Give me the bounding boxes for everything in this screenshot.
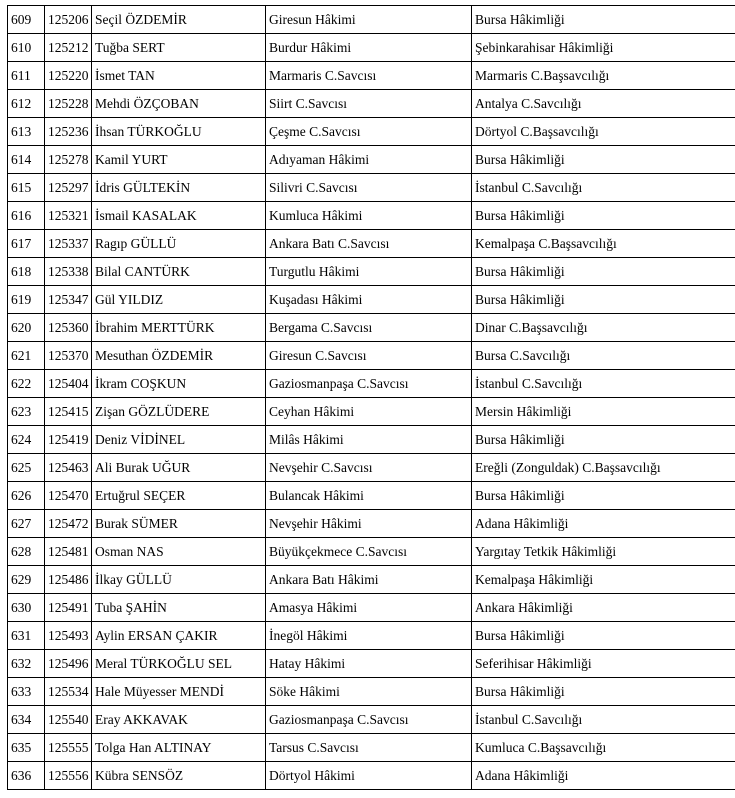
current-post-cell: Siirt C.Savcısı xyxy=(266,90,472,118)
new-post-cell: İstanbul C.Savcılığı xyxy=(472,174,735,202)
new-post-cell: Ereğli (Zonguldak) C.Başsavcılığı xyxy=(472,454,735,482)
person-name-cell: Mehdi ÖZÇOBAN xyxy=(92,90,266,118)
table-row xyxy=(8,62,735,90)
current-post-cell: Ceyhan Hâkimi xyxy=(266,398,472,426)
person-name-cell: Ali Burak UĞUR xyxy=(92,454,266,482)
registry-number-cell: 125360 xyxy=(45,314,92,342)
table-row xyxy=(8,566,735,594)
new-post-cell: Marmaris C.Başsavcılığı xyxy=(472,62,735,90)
new-post-cell: Bursa Hâkimliği xyxy=(472,146,735,174)
person-name-cell: Burak SÜMER xyxy=(92,510,266,538)
registry-number-cell: 125534 xyxy=(45,678,92,706)
person-name-cell: Eray AKKAVAK xyxy=(92,706,266,734)
row-number-cell: 633 xyxy=(8,678,45,706)
person-name-cell: Kübra SENSÖZ xyxy=(92,762,266,790)
row-number-cell: 626 xyxy=(8,482,45,510)
table-row xyxy=(8,370,735,398)
person-name-cell: İdris GÜLTEKİN xyxy=(92,174,266,202)
new-post-cell: Bursa Hâkimliği xyxy=(472,426,735,454)
row-number-cell: 611 xyxy=(8,62,45,90)
appointments-table xyxy=(7,5,735,790)
new-post-cell: Seferihisar Hâkimliği xyxy=(472,650,735,678)
table-row xyxy=(8,622,735,650)
new-post-cell: Adana Hâkimliği xyxy=(472,510,735,538)
registry-number-cell: 125370 xyxy=(45,342,92,370)
current-post-cell: Nevşehir C.Savcısı xyxy=(266,454,472,482)
row-number-cell: 632 xyxy=(8,650,45,678)
row-number-cell: 627 xyxy=(8,510,45,538)
table-row xyxy=(8,594,735,622)
current-post-cell: Giresun C.Savcısı xyxy=(266,342,472,370)
person-name-cell: Deniz VİDİNEL xyxy=(92,426,266,454)
current-post-cell: Gaziosmanpaşa C.Savcısı xyxy=(266,706,472,734)
person-name-cell: Hale Müyesser MENDİ xyxy=(92,678,266,706)
current-post-cell: Silivri C.Savcısı xyxy=(266,174,472,202)
new-post-cell: Bursa C.Savcılığı xyxy=(472,342,735,370)
registry-number-cell: 125491 xyxy=(45,594,92,622)
registry-number-cell: 125278 xyxy=(45,146,92,174)
registry-number-cell: 125337 xyxy=(45,230,92,258)
new-post-cell: Kumluca C.Başsavcılığı xyxy=(472,734,735,762)
table-row xyxy=(8,342,735,370)
row-number-cell: 634 xyxy=(8,706,45,734)
table-row xyxy=(8,258,735,286)
current-post-cell: Milâs Hâkimi xyxy=(266,426,472,454)
table-row xyxy=(8,538,735,566)
table-row xyxy=(8,678,735,706)
registry-number-cell: 125496 xyxy=(45,650,92,678)
new-post-cell: İstanbul C.Savcılığı xyxy=(472,706,735,734)
new-post-cell: Şebinkarahisar Hâkimliği xyxy=(472,34,735,62)
new-post-cell: Dinar C.Başsavcılığı xyxy=(472,314,735,342)
registry-number-cell: 125347 xyxy=(45,286,92,314)
row-number-cell: 624 xyxy=(8,426,45,454)
registry-number-cell: 125540 xyxy=(45,706,92,734)
current-post-cell: Bergama C.Savcısı xyxy=(266,314,472,342)
row-number-cell: 622 xyxy=(8,370,45,398)
registry-number-cell: 125493 xyxy=(45,622,92,650)
current-post-cell: Söke Hâkimi xyxy=(266,678,472,706)
current-post-cell: Hatay Hâkimi xyxy=(266,650,472,678)
registry-number-cell: 125297 xyxy=(45,174,92,202)
registry-number-cell: 125404 xyxy=(45,370,92,398)
current-post-cell: Kuşadası Hâkimi xyxy=(266,286,472,314)
appointments-table-body xyxy=(8,6,735,790)
registry-number-cell: 125338 xyxy=(45,258,92,286)
current-post-cell: Dörtyol Hâkimi xyxy=(266,762,472,790)
new-post-cell: Antalya C.Savcılığı xyxy=(472,90,735,118)
table-row xyxy=(8,734,735,762)
table-row xyxy=(8,174,735,202)
current-post-cell: Amasya Hâkimi xyxy=(266,594,472,622)
row-number-cell: 617 xyxy=(8,230,45,258)
new-post-cell: Ankara Hâkimliği xyxy=(472,594,735,622)
table-row xyxy=(8,202,735,230)
person-name-cell: İkram COŞKUN xyxy=(92,370,266,398)
current-post-cell: Ankara Batı C.Savcısı xyxy=(266,230,472,258)
table-row xyxy=(8,230,735,258)
row-number-cell: 618 xyxy=(8,258,45,286)
new-post-cell: Yargıtay Tetkik Hâkimliği xyxy=(472,538,735,566)
person-name-cell: Kamil YURT xyxy=(92,146,266,174)
registry-number-cell: 125556 xyxy=(45,762,92,790)
current-post-cell: Ankara Batı Hâkimi xyxy=(266,566,472,594)
current-post-cell: Nevşehir Hâkimi xyxy=(266,510,472,538)
person-name-cell: Ragıp GÜLLÜ xyxy=(92,230,266,258)
person-name-cell: Tolga Han ALTINAY xyxy=(92,734,266,762)
current-post-cell: Giresun Hâkimi xyxy=(266,6,472,34)
new-post-cell: Bursa Hâkimliği xyxy=(472,202,735,230)
row-number-cell: 636 xyxy=(8,762,45,790)
new-post-cell: Bursa Hâkimliği xyxy=(472,622,735,650)
person-name-cell: İlkay GÜLLÜ xyxy=(92,566,266,594)
row-number-cell: 628 xyxy=(8,538,45,566)
person-name-cell: Mesuthan ÖZDEMİR xyxy=(92,342,266,370)
person-name-cell: Zişan GÖZLÜDERE xyxy=(92,398,266,426)
row-number-cell: 631 xyxy=(8,622,45,650)
current-post-cell: Tarsus C.Savcısı xyxy=(266,734,472,762)
new-post-cell: Bursa Hâkimliği xyxy=(472,286,735,314)
registry-number-cell: 125212 xyxy=(45,34,92,62)
person-name-cell: Tuba ŞAHİN xyxy=(92,594,266,622)
row-number-cell: 621 xyxy=(8,342,45,370)
new-post-cell: Kemalpaşa C.Başsavcılığı xyxy=(472,230,735,258)
table-row xyxy=(8,146,735,174)
row-number-cell: 625 xyxy=(8,454,45,482)
table-row xyxy=(8,762,735,790)
person-name-cell: İsmail KASALAK xyxy=(92,202,266,230)
table-row xyxy=(8,454,735,482)
table-row xyxy=(8,706,735,734)
person-name-cell: Tuğba SERT xyxy=(92,34,266,62)
row-number-cell: 629 xyxy=(8,566,45,594)
row-number-cell: 620 xyxy=(8,314,45,342)
current-post-cell: Turgutlu Hâkimi xyxy=(266,258,472,286)
registry-number-cell: 125228 xyxy=(45,90,92,118)
person-name-cell: Ertuğrul SEÇER xyxy=(92,482,266,510)
person-name-cell: Bilal CANTÜRK xyxy=(92,258,266,286)
registry-number-cell: 125481 xyxy=(45,538,92,566)
current-post-cell: Büyükçekmece C.Savcısı xyxy=(266,538,472,566)
table-row xyxy=(8,482,735,510)
person-name-cell: Gül YILDIZ xyxy=(92,286,266,314)
table-row xyxy=(8,314,735,342)
registry-number-cell: 125419 xyxy=(45,426,92,454)
table-row xyxy=(8,118,735,146)
row-number-cell: 610 xyxy=(8,34,45,62)
person-name-cell: Seçil ÖZDEMİR xyxy=(92,6,266,34)
row-number-cell: 615 xyxy=(8,174,45,202)
new-post-cell: Kemalpaşa Hâkimliği xyxy=(472,566,735,594)
current-post-cell: Adıyaman Hâkimi xyxy=(266,146,472,174)
row-number-cell: 614 xyxy=(8,146,45,174)
table-row xyxy=(8,510,735,538)
current-post-cell: Kumluca Hâkimi xyxy=(266,202,472,230)
row-number-cell: 616 xyxy=(8,202,45,230)
table-row xyxy=(8,90,735,118)
row-number-cell: 630 xyxy=(8,594,45,622)
current-post-cell: İnegöl Hâkimi xyxy=(266,622,472,650)
current-post-cell: Marmaris C.Savcısı xyxy=(266,62,472,90)
new-post-cell: Bursa Hâkimliği xyxy=(472,482,735,510)
new-post-cell: Dörtyol C.Başsavcılığı xyxy=(472,118,735,146)
table-row xyxy=(8,426,735,454)
person-name-cell: Meral TÜRKOĞLU SEL xyxy=(92,650,266,678)
registry-number-cell: 125236 xyxy=(45,118,92,146)
current-post-cell: Burdur Hâkimi xyxy=(266,34,472,62)
new-post-cell: Bursa Hâkimliği xyxy=(472,6,735,34)
new-post-cell: Bursa Hâkimliği xyxy=(472,678,735,706)
registry-number-cell: 125220 xyxy=(45,62,92,90)
row-number-cell: 623 xyxy=(8,398,45,426)
table-row xyxy=(8,650,735,678)
table-row xyxy=(8,34,735,62)
person-name-cell: İhsan TÜRKOĞLU xyxy=(92,118,266,146)
row-number-cell: 635 xyxy=(8,734,45,762)
new-post-cell: Mersin Hâkimliği xyxy=(472,398,735,426)
registry-number-cell: 125486 xyxy=(45,566,92,594)
registry-number-cell: 125415 xyxy=(45,398,92,426)
new-post-cell: İstanbul C.Savcılığı xyxy=(472,370,735,398)
person-name-cell: İsmet TAN xyxy=(92,62,266,90)
person-name-cell: Osman NAS xyxy=(92,538,266,566)
new-post-cell: Bursa Hâkimliği xyxy=(472,258,735,286)
current-post-cell: Çeşme C.Savcısı xyxy=(266,118,472,146)
registry-number-cell: 125463 xyxy=(45,454,92,482)
table-row xyxy=(8,398,735,426)
table-row xyxy=(8,286,735,314)
person-name-cell: Aylin ERSAN ÇAKIR xyxy=(92,622,266,650)
row-number-cell: 612 xyxy=(8,90,45,118)
row-number-cell: 613 xyxy=(8,118,45,146)
document-page xyxy=(7,5,735,790)
person-name-cell: İbrahim MERTTÜRK xyxy=(92,314,266,342)
registry-number-cell: 125206 xyxy=(45,6,92,34)
current-post-cell: Bulancak Hâkimi xyxy=(266,482,472,510)
registry-number-cell: 125472 xyxy=(45,510,92,538)
table-row xyxy=(8,6,735,34)
current-post-cell: Gaziosmanpaşa C.Savcısı xyxy=(266,370,472,398)
registry-number-cell: 125470 xyxy=(45,482,92,510)
registry-number-cell: 125555 xyxy=(45,734,92,762)
row-number-cell: 609 xyxy=(8,6,45,34)
registry-number-cell: 125321 xyxy=(45,202,92,230)
row-number-cell: 619 xyxy=(8,286,45,314)
new-post-cell: Adana Hâkimliği xyxy=(472,762,735,790)
